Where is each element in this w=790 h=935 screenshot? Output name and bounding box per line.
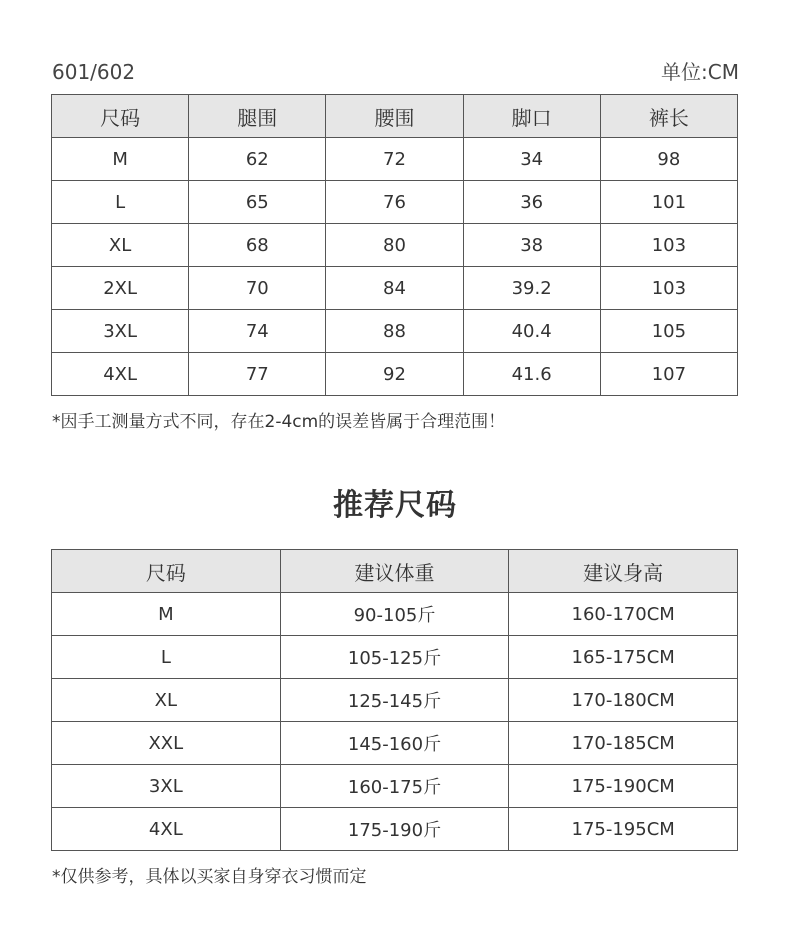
table-cell: 38 [463, 224, 600, 267]
table-row [52, 310, 738, 353]
table-cell: 101 [600, 181, 737, 224]
table-cell: 84 [326, 267, 463, 310]
table-row [52, 765, 738, 808]
column-header-weight: 建议体重 [280, 550, 509, 593]
table-row [52, 181, 738, 224]
table-cell: M [52, 138, 189, 181]
section-title: 推荐尺码 [333, 488, 457, 523]
table-cell: 105 [600, 310, 737, 353]
table-cell: 103 [600, 224, 737, 267]
table-cell: 105-125斤 [280, 636, 509, 679]
reference-note: *仅供参考，具体以买家自身穿衣习惯而定 [52, 867, 367, 887]
table-cell: XXL [52, 722, 281, 765]
table-cell: 70 [189, 267, 326, 310]
size-chart-table [51, 94, 738, 396]
table-cell: 175-190CM [509, 765, 738, 808]
table-cell: 170-185CM [509, 722, 738, 765]
table-cell: 2XL [52, 267, 189, 310]
table-cell: 92 [326, 353, 463, 396]
table-cell: 107 [600, 353, 737, 396]
table-cell: L [52, 636, 281, 679]
table-cell: XL [52, 679, 281, 722]
column-header-thigh: 腿围 [189, 95, 326, 138]
table-cell: 39.2 [463, 267, 600, 310]
table-cell: XL [52, 224, 189, 267]
table-header-row [52, 550, 738, 593]
table-row [52, 353, 738, 396]
table-cell: 36 [463, 181, 600, 224]
table-row [52, 808, 738, 851]
table-cell: 65 [189, 181, 326, 224]
table-cell: L [52, 181, 189, 224]
table-cell: 3XL [52, 310, 189, 353]
table-cell: 68 [189, 224, 326, 267]
table-cell: 41.6 [463, 353, 600, 396]
table-cell: 40.4 [463, 310, 600, 353]
model-number: 601/602 [52, 60, 136, 84]
table-cell: 175-195CM [509, 808, 738, 851]
measurement-note: *因手工测量方式不同，存在2-4cm的误差皆属于合理范围！ [52, 412, 506, 432]
table-cell: 103 [600, 267, 737, 310]
table-row [52, 138, 738, 181]
table-row [52, 679, 738, 722]
table-cell: 160-170CM [509, 593, 738, 636]
column-header-height: 建议身高 [509, 550, 738, 593]
recommendation-table [51, 549, 738, 851]
column-header-waist: 腰围 [326, 95, 463, 138]
table-cell: 4XL [52, 808, 281, 851]
table-cell: 175-190斤 [280, 808, 509, 851]
table-cell: 160-175斤 [280, 765, 509, 808]
table-cell: 88 [326, 310, 463, 353]
table-cell: 80 [326, 224, 463, 267]
table-cell: 145-160斤 [280, 722, 509, 765]
column-header-hem: 脚口 [463, 95, 600, 138]
table-row [52, 722, 738, 765]
unit-label: 单位:CM [661, 60, 739, 84]
table-row [52, 636, 738, 679]
table-cell: 77 [189, 353, 326, 396]
table-row [52, 267, 738, 310]
table-cell: 98 [600, 138, 737, 181]
table-cell: 125-145斤 [280, 679, 509, 722]
table-row [52, 593, 738, 636]
table-cell: 74 [189, 310, 326, 353]
table-cell: 34 [463, 138, 600, 181]
table-cell: M [52, 593, 281, 636]
table-cell: 165-175CM [509, 636, 738, 679]
table-cell: 72 [326, 138, 463, 181]
column-header-size: 尺码 [52, 95, 189, 138]
table-cell: 3XL [52, 765, 281, 808]
table-cell: 90-105斤 [280, 593, 509, 636]
table-header-row [52, 95, 738, 138]
table-cell: 170-180CM [509, 679, 738, 722]
column-header-size: 尺码 [52, 550, 281, 593]
table-cell: 62 [189, 138, 326, 181]
table-row [52, 224, 738, 267]
table-cell: 76 [326, 181, 463, 224]
table-cell: 4XL [52, 353, 189, 396]
column-header-length: 裤长 [600, 95, 737, 138]
